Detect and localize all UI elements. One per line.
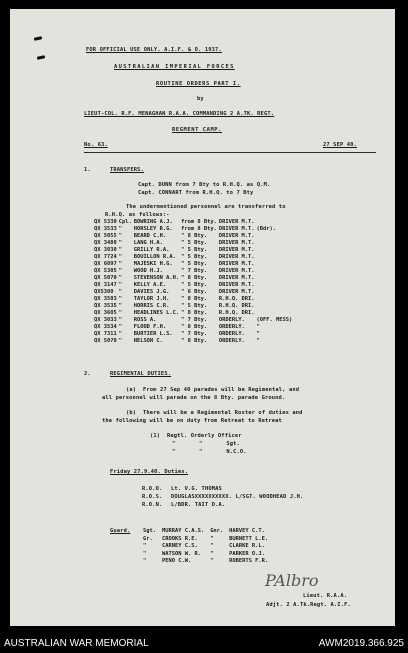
table-row [94,324,294,331]
section-2-number: 2. [84,371,91,377]
transfer-role: DRIVER M.T. [218,268,255,274]
table-row [94,233,294,240]
transfer-from: " 7 Bty. [181,268,208,274]
table-row [143,558,274,566]
transfer-role: R.H.Q. DRI. [218,310,255,316]
table-row [94,317,294,324]
transfer-name: ROSS A. [133,317,157,323]
header-orders-title: ROUTINE ORDERS PART I. [156,81,241,87]
transfer-name: NELSON C. [133,338,163,344]
transfer-rank: " [118,310,122,316]
punch-hole-mark [34,36,42,41]
guard-n2: HARVEY C.T. [229,528,265,534]
transfer-name: BEARD C.H. [133,233,167,239]
section-1-capt-line-2: Capt. CONNART from R.H.Q. to 7 Bty [138,190,254,196]
transfer-from: " 5 Bty. [181,254,208,260]
transfer-rank: " [118,296,122,302]
transfer-no: QX 6097 [94,261,117,267]
section-2-title: REGIMENTAL DUTIES. [110,371,172,377]
transfer-from: " 7 Bty. [181,317,208,323]
duty-role-value: Lt. V.G. THOMAS [171,486,222,492]
section-2-c-line-1: (1) Regtl. Orderly Officer [150,433,242,439]
transfer-note [257,219,295,226]
header-by: by [197,96,204,102]
table-row [94,275,294,282]
transfer-name: TAYLOR J.H. [133,296,170,302]
guard-label: Guard. [110,528,131,534]
transfer-rank: " [118,226,122,232]
section-2-a-line-2: all personnel will parade on the 8 Bty. parade Ground. [102,395,286,401]
transfer-no: QX5300 [94,289,114,295]
section-2-c-line-3: " " N.C.O. [172,449,247,455]
table-row [94,282,294,289]
transfer-no: QX 3030 [94,247,117,253]
transfer-rank: Cpl. [118,219,132,225]
transfer-from: " 5 Bty. [181,240,208,246]
guard-r2: " [210,550,214,557]
transfer-from: " 5 Bty. [181,303,208,309]
section-1-intro-2: R.H.Q. as follows:- [105,212,170,218]
transfer-from: " 8 Bty. [181,338,208,344]
table-row [94,261,294,268]
transfer-from: " 5 Bty. [181,247,208,253]
header-divider [84,152,376,153]
transfer-note: " [256,331,260,337]
transfer-rank: " [118,254,122,260]
guard-n1: MURRAY C.A.S. [161,528,205,534]
transfer-from: " 7 Bty. [181,331,208,337]
transfer-no: QX 3503 [94,296,117,302]
order-number: No. 63. [84,142,108,148]
guard-r1: Sgt. [143,528,156,534]
table-row [94,289,294,296]
guard-r2: " [210,535,214,542]
table-row [143,543,274,551]
section-1-number: 1. [84,167,91,173]
transfer-name: HORSLEY R.G. [133,226,173,232]
guard-r2: " [210,543,214,549]
transfer-name: LANG H.A. [133,240,163,246]
transfer-from: " 8 Bty. [181,233,208,239]
transfer-name: KELLY A.E. [133,282,167,288]
transfer-name: BOWRING A.J. [133,219,173,225]
table-row [94,331,294,338]
table-row [143,536,274,544]
transfer-note [257,303,295,310]
transfer-rank: " [118,303,122,309]
guard-n1: CROOKS R.E. [161,535,198,542]
transfer-from: " 8 Bty. [181,324,208,330]
transfer-no: QX 3535 [94,303,117,309]
transfer-role: DRIVER M.T. [218,289,255,295]
transfer-from: " 6 Bty. [181,289,208,295]
transfer-no: QX 3533 [94,226,117,232]
transfer-no: QX 5070 [94,338,117,344]
guard-n2: PARKER O.J. [229,550,265,557]
transfer-rank: " [118,275,122,281]
transfer-name: BURTIER L.S. [133,331,173,337]
table-row [143,528,274,536]
transfer-role: R.H.Q. DRI. [218,303,255,309]
transfer-from: " 8 Bty. [181,310,208,316]
transfer-note: (OFF. MESS) [256,317,293,323]
punch-hole-mark [37,55,45,60]
transfer-note [257,289,295,296]
transfer-rank: " [118,324,122,330]
transfer-rank: " [118,338,122,344]
footer-accession: AWM2019.366.925 [318,638,404,649]
signature-image: PAlbro [265,571,319,590]
transfer-note [257,261,295,268]
transfer-note [257,268,295,275]
transfer-role: DRIVER M.T. [218,240,255,246]
duty-role-label: R.O.O. [142,486,163,492]
transfer-rank: " [118,317,122,323]
transfer-name: FLOOD F.H. [133,324,167,330]
table-row [94,296,294,303]
transfer-no: QX 5305 [94,268,117,274]
guard-r1: Gr. [143,535,153,542]
transfer-role: DRIVER M.T. [218,226,255,232]
transfer-name: MAJESKI H.G. [133,261,173,267]
table-row [94,310,294,317]
closing-rank: Lieut. R.A.A. [303,593,348,599]
transfer-name: WOOD H.J. [133,268,163,274]
section-2-b-line-2: the following will be on duty from Retreat to Retreat [102,418,282,424]
guard-table [143,528,274,566]
transfer-note [257,247,295,254]
guard-n1: PENO C.W. [161,558,192,564]
transfer-role: ORDERLY. [218,317,245,323]
transfer-role: ORDERLY. [218,324,245,330]
transfer-role: DRIVER M.T. [218,275,255,281]
table-row [143,551,274,559]
table-row [94,247,294,254]
duty-role-label: R.O.N. [142,502,163,508]
transfer-note [257,254,295,261]
table-row [94,268,294,275]
guard-r1: " [143,543,147,549]
section-2-c-line-2: " " Sgt. [172,441,240,447]
guard-r1: " [143,550,147,557]
archive-footer [0,635,408,653]
transfer-rank: " [118,331,122,337]
transfer-from: " 5 Bty. [181,282,208,288]
transfer-role: DRIVER M.T. [218,233,255,239]
transfer-name: HORRIS C.R. [133,303,170,309]
transfer-rank: " [118,233,122,239]
transfer-no: QX 3033 [94,317,117,323]
header-force: AUSTRALIAN IMPERIAL FORCES [114,64,235,70]
transfer-note [257,233,295,240]
transfer-from: " 8 Bty. [181,275,208,281]
table-row [94,240,294,247]
transfer-no: QX 5070 [94,275,117,281]
guard-r1: " [143,558,147,564]
table-row [94,338,294,345]
transfer-note: " [256,338,260,344]
transfer-role: DRIVER M.T. [218,261,255,267]
transfer-note [257,275,295,282]
transfer-no: QX 5330 [94,219,117,225]
transfer-role: DRIVER M.T. [218,219,255,225]
table-row [94,226,294,233]
transfer-role: ORDERLY. [218,338,245,344]
transfer-no: QX 7311 [94,331,117,337]
transfer-name: BOUILLON R.A. [133,254,176,260]
table-row [94,254,294,261]
transfer-rank: " [118,282,122,288]
transfer-rank: " [118,240,122,246]
transfer-role: DRIVER M.T. [218,282,255,288]
transfer-from: from 8 Bty. [181,226,217,232]
transfer-no: QX 7724 [94,254,117,260]
transfer-note [257,310,295,317]
transfer-no: QX 3534 [94,324,117,330]
transfer-role: DRIVER M.T. [218,247,255,253]
transfer-no: QX 3480 [94,240,117,246]
section-1-title: TRANSFERS. [110,167,144,173]
transfer-note: " [256,324,260,330]
transfer-role: DRIVER M.T. [218,254,255,260]
transfer-rank: " [118,289,122,295]
guard-n2: ROBERTS F.R. [229,558,269,564]
footer-institution: AUSTRALIAN WAR MEMORIAL [4,638,149,649]
transfer-from: " 8 Bty. [181,296,208,302]
transfer-no: QX 5055 [94,233,117,239]
transfer-name: DAVIES J.G. [133,289,170,295]
header-classification: FOR OFFICIAL USE ONLY. A.I.F. & O. 1937. [86,47,222,53]
transfer-note [257,282,295,289]
transfer-rank: " [118,268,122,274]
duty-role-label: R.O.S. [142,494,163,500]
guard-r2: " [210,558,214,564]
document-page [10,9,395,626]
transfer-note: (Bdr). [256,226,277,232]
transfer-from: from 8 Bty. [181,219,217,225]
transfer-from: " 5 Bty. [181,261,208,267]
table-row [94,303,294,310]
section-1-capt-line-1: Capt. DUNN from 7 Bty to R.H.Q. as Q.M. [138,182,271,188]
transfer-role: R.H.Q. DRI. [218,296,255,302]
guard-n1: CARNEY C.S. [161,543,198,549]
transfer-no: QX 3147 [94,282,117,288]
guard-n2: BURNETT L.E. [229,535,269,542]
guard-n2: CLARKE R.L. [229,543,265,549]
transfer-name: GRILLY R.A. [133,247,170,253]
transfer-rank: " [118,247,122,253]
transfer-name: STEVENSON A.H. [133,275,180,281]
section-1-intro-1: The undermentioned personnel are transferred to [126,204,286,210]
closing-title: Adjt. 2 A.Tk.Regt. A.I.F. [266,602,351,608]
transfer-role: ORDERLY. [218,331,245,337]
transfer-note [257,296,295,303]
duty-role-value: DOUGLASXXXXXXXXXX. L/SGT. WOODHEAD J.H. [171,494,304,500]
table-row [94,219,294,226]
header-commander: LIEUT-COL. R.F. MENAGHAN R.A.A. COMMANDING 2 A.TK. REGT. [84,111,275,117]
duties-heading: Friday 27.9.40. Duties. [110,469,189,475]
duty-role-value: L/BDR. TAIT D.A. [171,502,226,508]
order-date: 27 SEP 40. [323,142,357,148]
transfer-note [257,240,295,247]
transfer-rank: " [118,261,122,267]
section-2-b-line-1: (b) There will be a Regimental Roster of duties and [126,410,303,416]
section-2-a-line-1: (a) From 27 Sep 40 parades will be Regimental, and [126,387,300,393]
guard-r2: Gnr. [210,528,224,534]
header-camp: REGMENT CAMP. [172,127,222,133]
transfer-name: HEADLINES L.C. [133,310,180,316]
transfers-table [94,219,294,345]
guard-n1: WATSON W. R. [161,550,201,557]
transfer-no: QX 3605 [94,310,117,316]
